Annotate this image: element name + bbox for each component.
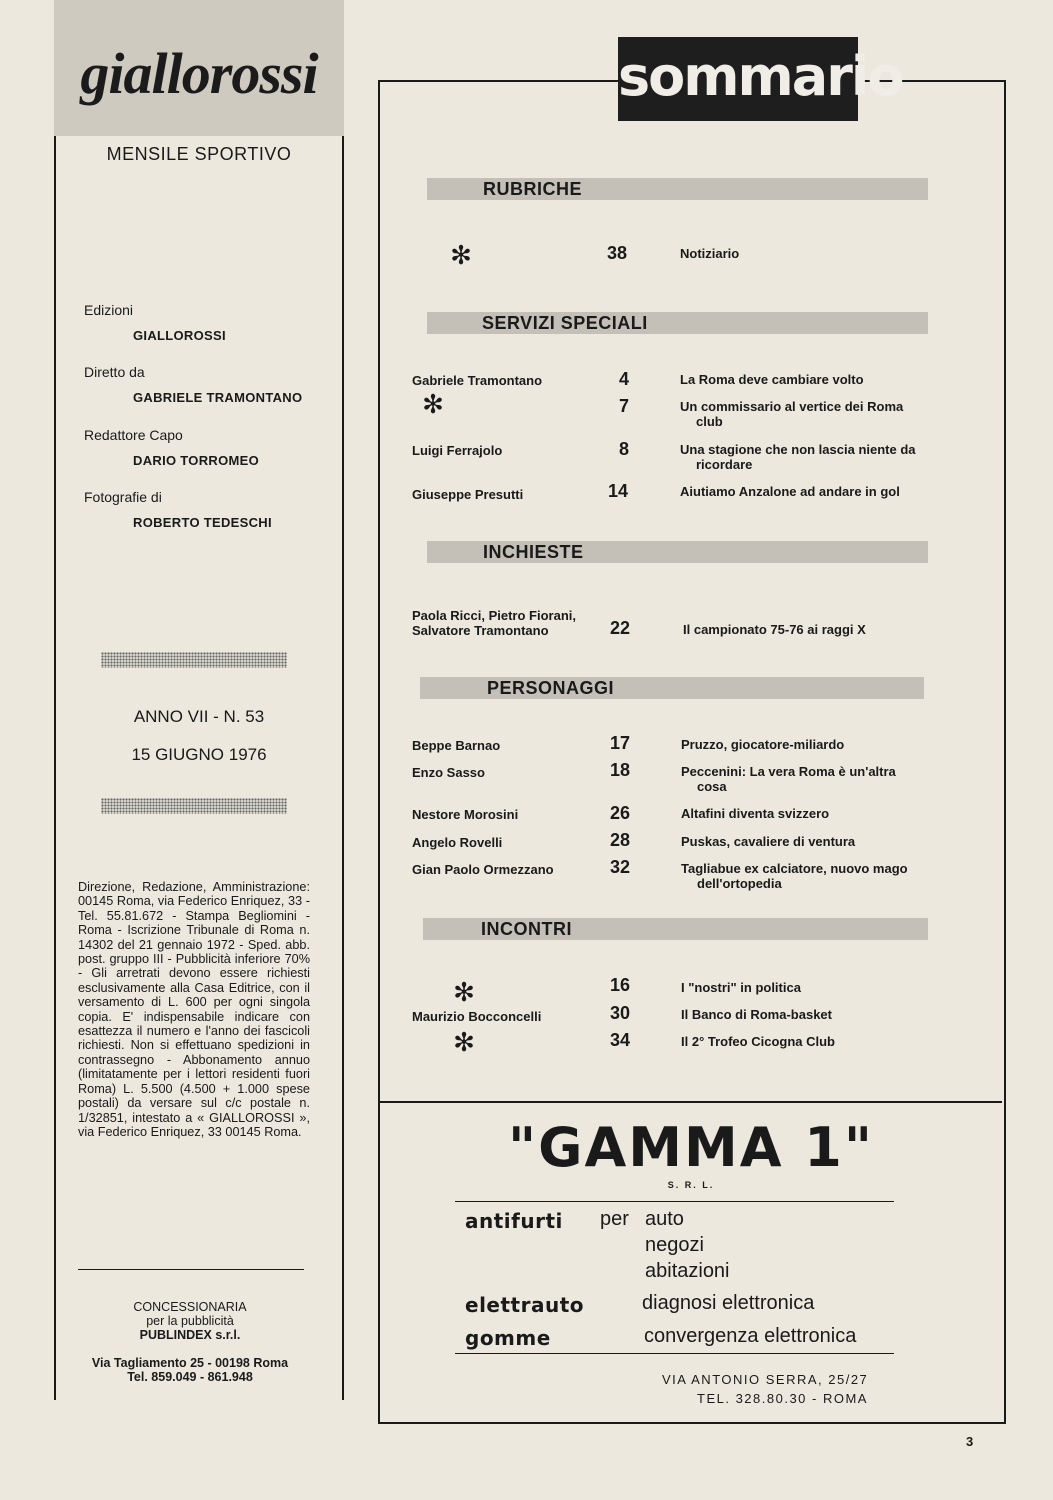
ad-rule — [455, 1353, 894, 1354]
ad-item-auto: auto — [645, 1208, 684, 1230]
colophon-text: Direzione, Redazione, Amministrazione: 00145 Roma, via Federico Enriquez, 33 - Tel. 55.81.672 - Stampa Begliomini - Roma - Iscrizione Tribunale di Roma n. 14302 del 21 gennaio 1972 - Sped. abb. post. gruppo III - Pubblicità inferiore 70% - Gli arretrati devono essere richiesti esclusivamente alla Casa Editrice, con il versamento di L. 600 per ogni singola copia. E' indispensabile indicare con esattezza il numero e l'anno dei fascicoli richiesti. Non si effettuano spedizioni in contrassegno - Abbonamento annuo (limitatamente per i lettori residenti fuori Roma) L. 5.500 (4.500 + 1.000 spese postali) da versare sul c/c postale n. 1/32851, intestato a « GIALLOROSSI », via Federico Enriquez, 33 00145 Roma. — [78, 880, 310, 1139]
page-number-entry: 28 — [609, 830, 631, 850]
section-title: INCONTRI — [481, 919, 572, 939]
ad-antifurti: antifurti — [465, 1209, 563, 1233]
article-title-line2: cosa — [697, 779, 727, 794]
credit-label-edizioni: Edizioni — [84, 302, 134, 318]
credit-label-fotografie: Fotografie di — [84, 489, 162, 505]
asterisk-icon: ✻ — [453, 1028, 475, 1058]
page-number-entry: 8 — [618, 439, 629, 459]
article-title — [681, 764, 945, 794]
article-author-line2: Salvatore Tramontano — [412, 623, 549, 638]
article-author: Gian Paolo Ormezzano — [412, 862, 554, 877]
page-number-entry: 32 — [609, 857, 631, 877]
page-number-entry: 17 — [609, 733, 631, 753]
ad-brand: "GAMMA 1" — [507, 1116, 875, 1179]
ad-per: per — [600, 1208, 629, 1230]
article-author: Angelo Rovelli — [412, 835, 503, 850]
halftone-bar-bottom — [101, 798, 287, 814]
concessionaria-address — [70, 1356, 310, 1384]
ad-gomme: gomme — [465, 1326, 551, 1350]
section-header-incontri — [423, 918, 928, 940]
page-number-entry: 14 — [607, 481, 629, 501]
article-author: Enzo Sasso — [412, 765, 485, 780]
article-title: Il campionato 75-76 ai raggi X — [683, 622, 866, 637]
page-number-entry: 22 — [609, 618, 631, 638]
asterisk-icon: ✻ — [453, 978, 475, 1008]
article-title: Altafini diventa svizzero — [681, 806, 830, 821]
section-title: RUBRICHE — [483, 179, 583, 199]
left-column-frame — [54, 136, 344, 1400]
section-header-inchieste — [427, 541, 928, 563]
page-number-entry: 38 — [606, 243, 628, 263]
article-title-line1: Peccenini: La vera Roma è un'altra — [681, 764, 896, 779]
article-author: Beppe Barnao — [412, 738, 501, 753]
section-header-rubriche — [427, 178, 928, 200]
page-number: 3 — [966, 1434, 974, 1449]
masthead-title: giallorossi — [80, 41, 318, 106]
article-title-line2: dell'ortopedia — [697, 876, 782, 891]
asterisk-icon: ✻ — [450, 241, 472, 271]
credit-name-direttore: GABRIELE TRAMONTANO — [133, 390, 303, 405]
issue-date: 15 GIUGNO 1976 — [131, 745, 267, 764]
article-title: Aiutiamo Anzalone ad andare in gol — [680, 484, 900, 499]
page-number-entry: 26 — [609, 803, 631, 823]
sommario-badge: sommario — [618, 37, 858, 121]
credit-name-edizioni: GIALLOROSSI — [133, 328, 226, 343]
article-title-line1: Un commissario al vertice dei Roma — [680, 399, 904, 414]
page-number-entry: 18 — [609, 760, 631, 780]
credit-label-direttore: Diretto da — [84, 364, 145, 380]
issue-number: ANNO VII - N. 53 — [133, 707, 265, 726]
article-title-line1: Tagliabue ex calciatore, nuovo mago — [681, 861, 908, 876]
concessionaria-block — [70, 1300, 310, 1342]
section-header-servizi-speciali — [427, 312, 928, 334]
page-number-entry: 30 — [609, 1003, 631, 1023]
article-title: Il Banco di Roma-basket — [681, 1007, 832, 1022]
page-number-entry: 7 — [618, 396, 629, 416]
asterisk-icon: ✻ — [422, 390, 444, 420]
article-title — [680, 442, 944, 472]
article-author: Luigi Ferrajolo — [412, 443, 503, 458]
ad-tel: TEL. 328.80.30 - ROMA — [697, 1391, 868, 1406]
divider — [78, 1269, 304, 1270]
article-title: Puskas, cavaliere di ventura — [681, 834, 856, 849]
article-title: I "nostri" in politica — [681, 980, 801, 995]
ad-rule — [455, 1201, 894, 1202]
ad-item-negozi: negozi — [645, 1234, 704, 1256]
concessionaria-line2: per la pubblicità — [146, 1314, 234, 1328]
credit-label-redattore: Redattore Capo — [84, 427, 183, 443]
article-title: Il 2° Trofeo Cicogna Club — [681, 1034, 835, 1049]
ad-elettrauto-desc: diagnosi elettronica — [642, 1292, 815, 1314]
article-title-line2: ricordare — [696, 457, 753, 472]
article-author: Maurizio Bocconcelli — [412, 1009, 542, 1024]
article-title-line2: club — [696, 414, 723, 429]
article-title — [681, 861, 945, 891]
article-title: Notiziario — [680, 246, 740, 261]
credit-name-redattore: DARIO TORROMEO — [133, 453, 260, 468]
masthead-subtitle: MENSILE SPORTIVO — [106, 144, 292, 164]
section-title: SERVIZI SPECIALI — [482, 313, 648, 333]
article-author: Gabriele Tramontano — [412, 373, 543, 388]
ad-item-abitazioni: abitazioni — [645, 1260, 730, 1282]
article-title: La Roma deve cambiare volto — [680, 372, 864, 387]
ad-srl: S. R. L. — [667, 1180, 715, 1190]
article-title — [680, 399, 944, 429]
concessionaria-line1: CONCESSIONARIA — [133, 1300, 247, 1314]
ad-address: VIA ANTONIO SERRA, 25/27 — [662, 1372, 869, 1387]
article-author: Nestore Morosini — [412, 807, 519, 822]
page-number-entry: 16 — [609, 975, 631, 995]
credit-name-fotografie: ROBERTO TEDESCHI — [133, 515, 272, 530]
concessionaria-address2: Tel. 859.049 - 861.948 — [127, 1370, 253, 1384]
article-title: Pruzzo, giocatore-miliardo — [681, 737, 845, 752]
concessionaria-line3: PUBLINDEX s.r.l. — [139, 1328, 241, 1342]
section-title: PERSONAGGI — [487, 678, 615, 698]
ad-gomme-desc: convergenza elettronica — [644, 1325, 857, 1347]
ad-elettrauto: elettrauto — [465, 1293, 585, 1317]
article-author-line1: Paola Ricci, Pietro Fiorani, — [412, 608, 576, 623]
masthead — [54, 0, 344, 136]
page-number-entry: 4 — [618, 369, 629, 389]
page-number-entry: 34 — [609, 1030, 631, 1050]
halftone-bar-top — [101, 652, 287, 668]
section-header-personaggi — [420, 677, 924, 699]
article-title-line1: Una stagione che non lascia niente da — [680, 442, 916, 457]
article-author: Giuseppe Presutti — [412, 487, 524, 502]
section-title: INCHIESTE — [483, 542, 584, 562]
concessionaria-address1: Via Tagliamento 25 - 00198 Roma — [91, 1356, 289, 1370]
article-author — [412, 608, 576, 638]
ad-divider — [380, 1101, 1002, 1103]
